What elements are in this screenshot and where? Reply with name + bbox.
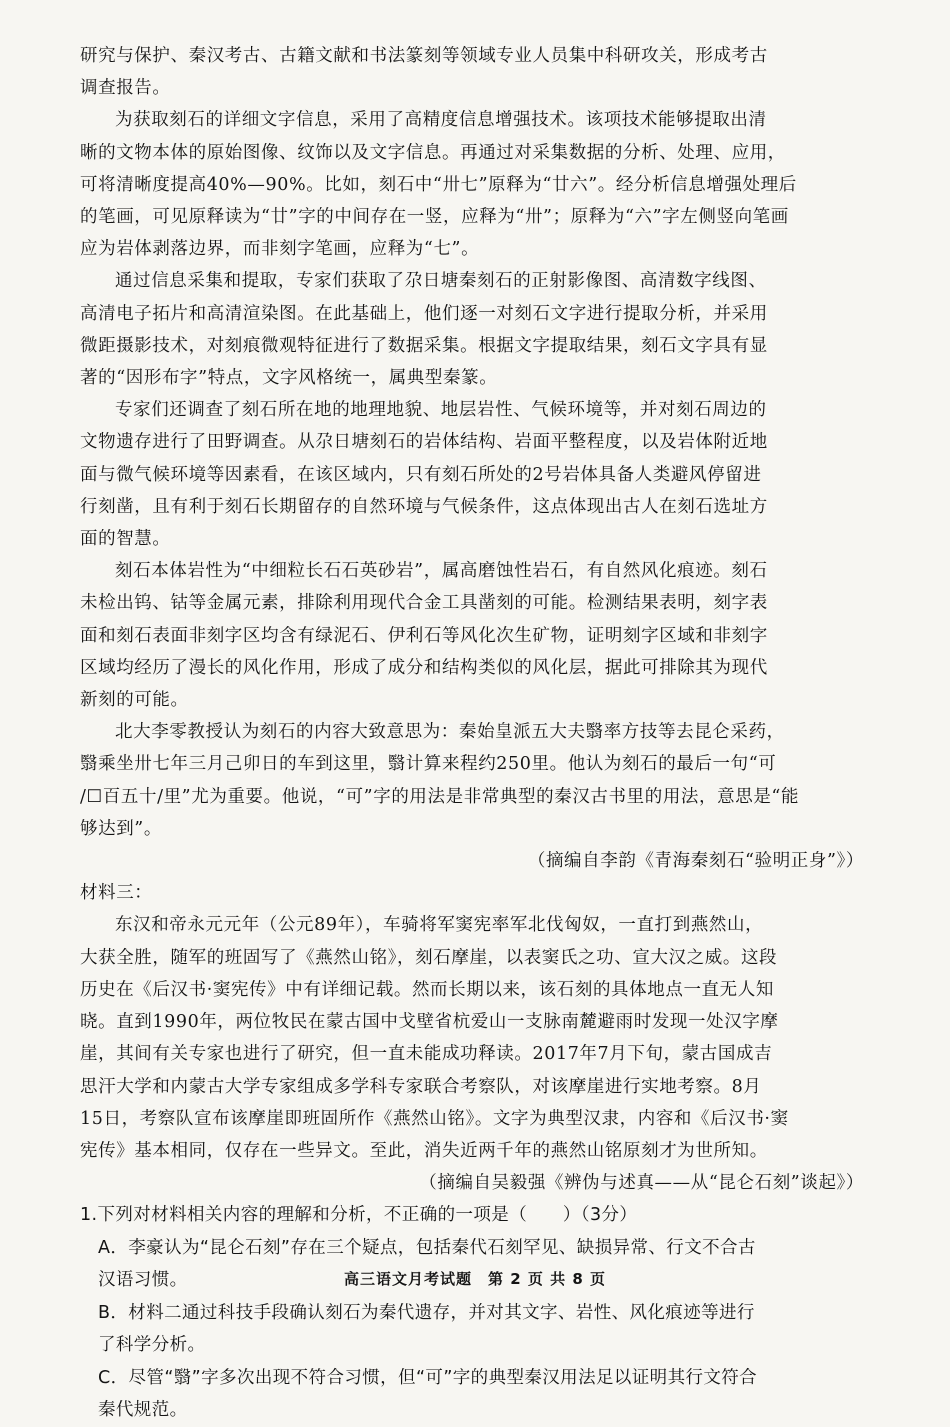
text-line: 专家们还调查了刻石所在地的地理地貌、地层岩性、气候环境等，并对刻石周边的 xyxy=(115,400,767,421)
text-line: 够达到”。 xyxy=(80,818,162,839)
text-line: 为获取刻石的详细文字信息，采用了高精度信息增强技术。该项技术能够提取出清 xyxy=(115,110,767,131)
option-text: A．李豪认为“昆仑石刻”存在三个疑点，包括秦代石刻罕见、缺损异常、行文不合古 xyxy=(98,1237,756,1258)
option-text: C．尽管“翳”字多次出现不符合习惯，但“可”字的典型秦汉用法足以证明其行文符合 xyxy=(98,1367,758,1388)
option-text: 了科学分析。 xyxy=(98,1335,206,1356)
text-line: 历史在《后汉书·窦宪传》中有详细记载。然而长期以来，该石刻的具体地点一直无人知 xyxy=(80,979,774,1000)
option-text: B．材料二通过科技手段确认刻石为秦代遗存，并对其文字、岩性、风化痕迹等进行 xyxy=(98,1302,755,1323)
question-1 xyxy=(80,1199,876,1427)
text-line: 刻石本体岩性为“中细粒长石石英砂岩”，属高磨蚀性岩石，有自然风化痕迹。刻石 xyxy=(115,561,768,582)
question-stem: 1.下列对材料相关内容的理解和分析，不正确的一项是（ ）（3分） xyxy=(80,1205,638,1226)
text-line: 著的“因形布字”特点，文字风格统一，属典型秦篆。 xyxy=(80,368,498,389)
text-line: 面与微气候环境等因素看，在该区域内，只有刻石所处的2号岩体具备人类避风停留进 xyxy=(80,464,762,485)
material2-paragraph-2 xyxy=(80,265,876,394)
text-line: 通过信息采集和提取，专家们获取了尕日塘秦刻石的正射影像图、高清数字线图、 xyxy=(115,271,767,292)
text-line: 面的智慧。 xyxy=(80,529,171,550)
text-line: 区域均经历了漫长的风化作用，形成了成分和结构类似的风化层，据此可排除其为现代 xyxy=(80,657,768,678)
material2-paragraph-5 xyxy=(80,716,876,845)
text-line: 思汗大学和内蒙古大学专家组成多学科专家联合考察队，对该摩崖进行实地考察。8月 xyxy=(80,1076,762,1097)
text-line: 大获全胜，随军的班固写了《燕然山铭》，刻石摩崖，以表窦氏之功、宣大汉之威。这段 xyxy=(80,947,778,968)
text-line: 崖，其间有关专家也进行了研究，但一直未能成功释读。2017年7月下旬，蒙古国成吉 xyxy=(80,1044,773,1065)
option-b[interactable] xyxy=(80,1297,876,1362)
material2-source: （摘编自李韵《青海秦刻石“验明正身”》） xyxy=(527,851,864,872)
text-line: 东汉和帝永元元年（公元89年），车骑将军窦宪率军北伐匈奴，一直打到燕然山， xyxy=(115,915,764,936)
text-line: 调查报告。 xyxy=(80,78,171,99)
text-line: 宪传》基本相同，仅存在一些异文。至此，消失近两千年的燕然山铭原刻才为世所知。 xyxy=(80,1140,768,1161)
text-line: 新刻的可能。 xyxy=(80,690,189,711)
text-line: /☐百五十/里”尤为重要。他说，“可”字的用法是非常典型的秦汉古书里的用法，意思是“能 xyxy=(80,786,800,807)
material3-source: （摘编自吴毅强《辨伪与述真——从“昆仑石刻”谈起》） xyxy=(419,1173,864,1194)
text-line: 行刻凿，且有利于刻石长期留存的自然环境与气候条件，这点体现出古人在刻石选址方 xyxy=(80,496,768,517)
text-line: 可将清晰度提高40%—90%。比如，刻石中“卅七”原释为“廿六”。经分析信息增强处理后 xyxy=(80,174,797,195)
material3-heading: 材料三： xyxy=(80,883,153,904)
material3-paragraph xyxy=(80,909,876,1167)
material2-paragraph-4 xyxy=(80,555,876,716)
text-line: 微距摄影技术，对刻痕微观特征进行了数据采集。根据文字提取结果，刻石文字具有显 xyxy=(80,335,768,356)
option-c[interactable] xyxy=(80,1362,876,1427)
text-line: 文物遗存进行了田野调查。从尕日塘刻石的岩体结构、岩面平整程度，以及岩体附近地 xyxy=(80,432,768,453)
text-line: 的笔画，可见原释读为“廿”字的中间存在一竖，应释为“卅”；原释为“六”字左侧竖向笔画 xyxy=(80,207,789,228)
text-line: 研究与保护、秦汉考古、古籍文献和书法篆刻等领域专业人员集中科研攻关，形成考古 xyxy=(80,46,768,66)
material2-paragraph-3 xyxy=(80,394,876,555)
material2-paragraph-1 xyxy=(80,104,876,265)
text-line: 北大李零教授认为刻石的内容大致意思为：秦始皇派五大夫翳率方技等去昆仑采药， xyxy=(115,722,785,743)
option-text: 秦代规范。 xyxy=(98,1400,188,1421)
text-line: 未检出钨、钴等金属元素，排除利用现代合金工具凿刻的可能。检测结果表明，刻字表 xyxy=(80,593,768,614)
page-footer: 高三语文月考试题 第 2 页 共 8 页 xyxy=(344,1270,606,1288)
text-line: 应为岩体剥落边界，而非刻字笔画，应释为“七”。 xyxy=(80,239,480,260)
text-line: 晰的文物本体的原始图像、纹饰以及文字信息。再通过对采集数据的分析、处理、应用， xyxy=(80,142,786,163)
option-text: 汉语习惯。 xyxy=(98,1270,188,1291)
text-line: 晓。直到1990年，两位牧民在蒙古国中戈壁省杭爱山一支脉南麓避雨时发现一处汉字摩 xyxy=(80,1012,779,1033)
text-line: 面和刻石表面非刻字区均含有绿泥石、伊利石等风化次生矿物，证明刻字区域和非刻字 xyxy=(80,625,768,646)
text-line: 15日，考察队宣布该摩崖即班固所作《燕然山铭》。文字为典型汉隶，内容和《后汉书·窦 xyxy=(80,1108,789,1129)
text-line: 翳乘坐卅七年三月己卯日的车到这里，翳计算来程约250里。他认为刻石的最后一句“可 xyxy=(80,754,777,775)
material2-paragraph-0 xyxy=(80,40,876,104)
text-line: 高清电子拓片和高清渲染图。在此基础上，他们逐一对刻石文字进行提取分析，并采用 xyxy=(80,303,768,324)
